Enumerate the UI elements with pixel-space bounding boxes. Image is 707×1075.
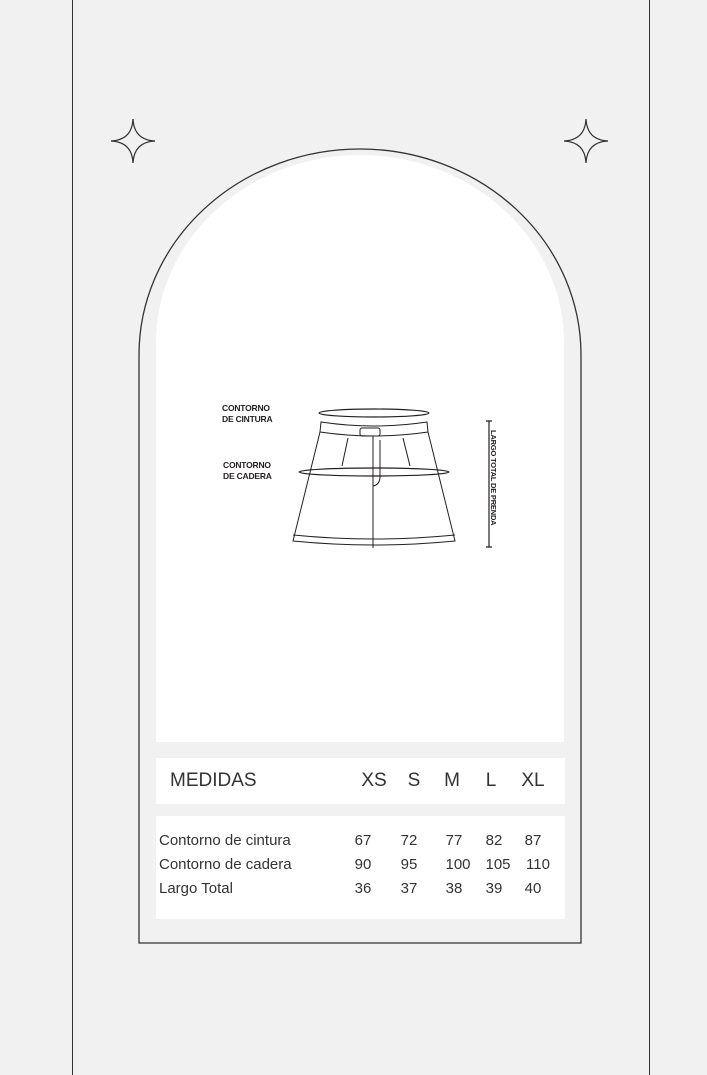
table-cell: 36 (354, 880, 372, 897)
table-cell: 38 (445, 880, 463, 897)
size-table-header (156, 758, 565, 804)
size-table-body (156, 816, 565, 919)
table-cell: 110 (526, 856, 550, 873)
hip-label: CONTORNO DE CADERA (223, 460, 272, 481)
table-cell: 82 (485, 832, 503, 849)
length-label: LARGO TOTAL DE PRENDA (489, 430, 498, 526)
row-label-length: Largo Total (159, 880, 233, 897)
table-cell: 90 (354, 856, 372, 873)
size-m-header: M (444, 770, 460, 791)
size-xs-header: XS (361, 770, 387, 791)
size-l-header: L (485, 770, 497, 791)
table-cell: 40 (524, 880, 542, 897)
row-label-waist: Contorno de cintura (159, 832, 291, 849)
table-title: MEDIDAS (170, 770, 257, 791)
size-xl-header: XL (521, 770, 545, 791)
table-cell: 77 (445, 832, 463, 849)
table-cell: 67 (354, 832, 372, 849)
size-s-header: S (407, 770, 421, 791)
table-cell: 105 (485, 856, 511, 873)
table-cell: 100 (445, 856, 471, 873)
table-cell: 95 (400, 856, 418, 873)
table-cell: 39 (485, 880, 503, 897)
waist-label: CONTORNO DE CINTURA (222, 403, 273, 424)
table-cell: 37 (400, 880, 418, 897)
hip-measure-line (299, 468, 449, 476)
waist-measure-line (319, 409, 429, 417)
table-cell: 72 (400, 832, 418, 849)
row-label-hip: Contorno de cadera (159, 856, 292, 873)
table-cell: 87 (524, 832, 542, 849)
